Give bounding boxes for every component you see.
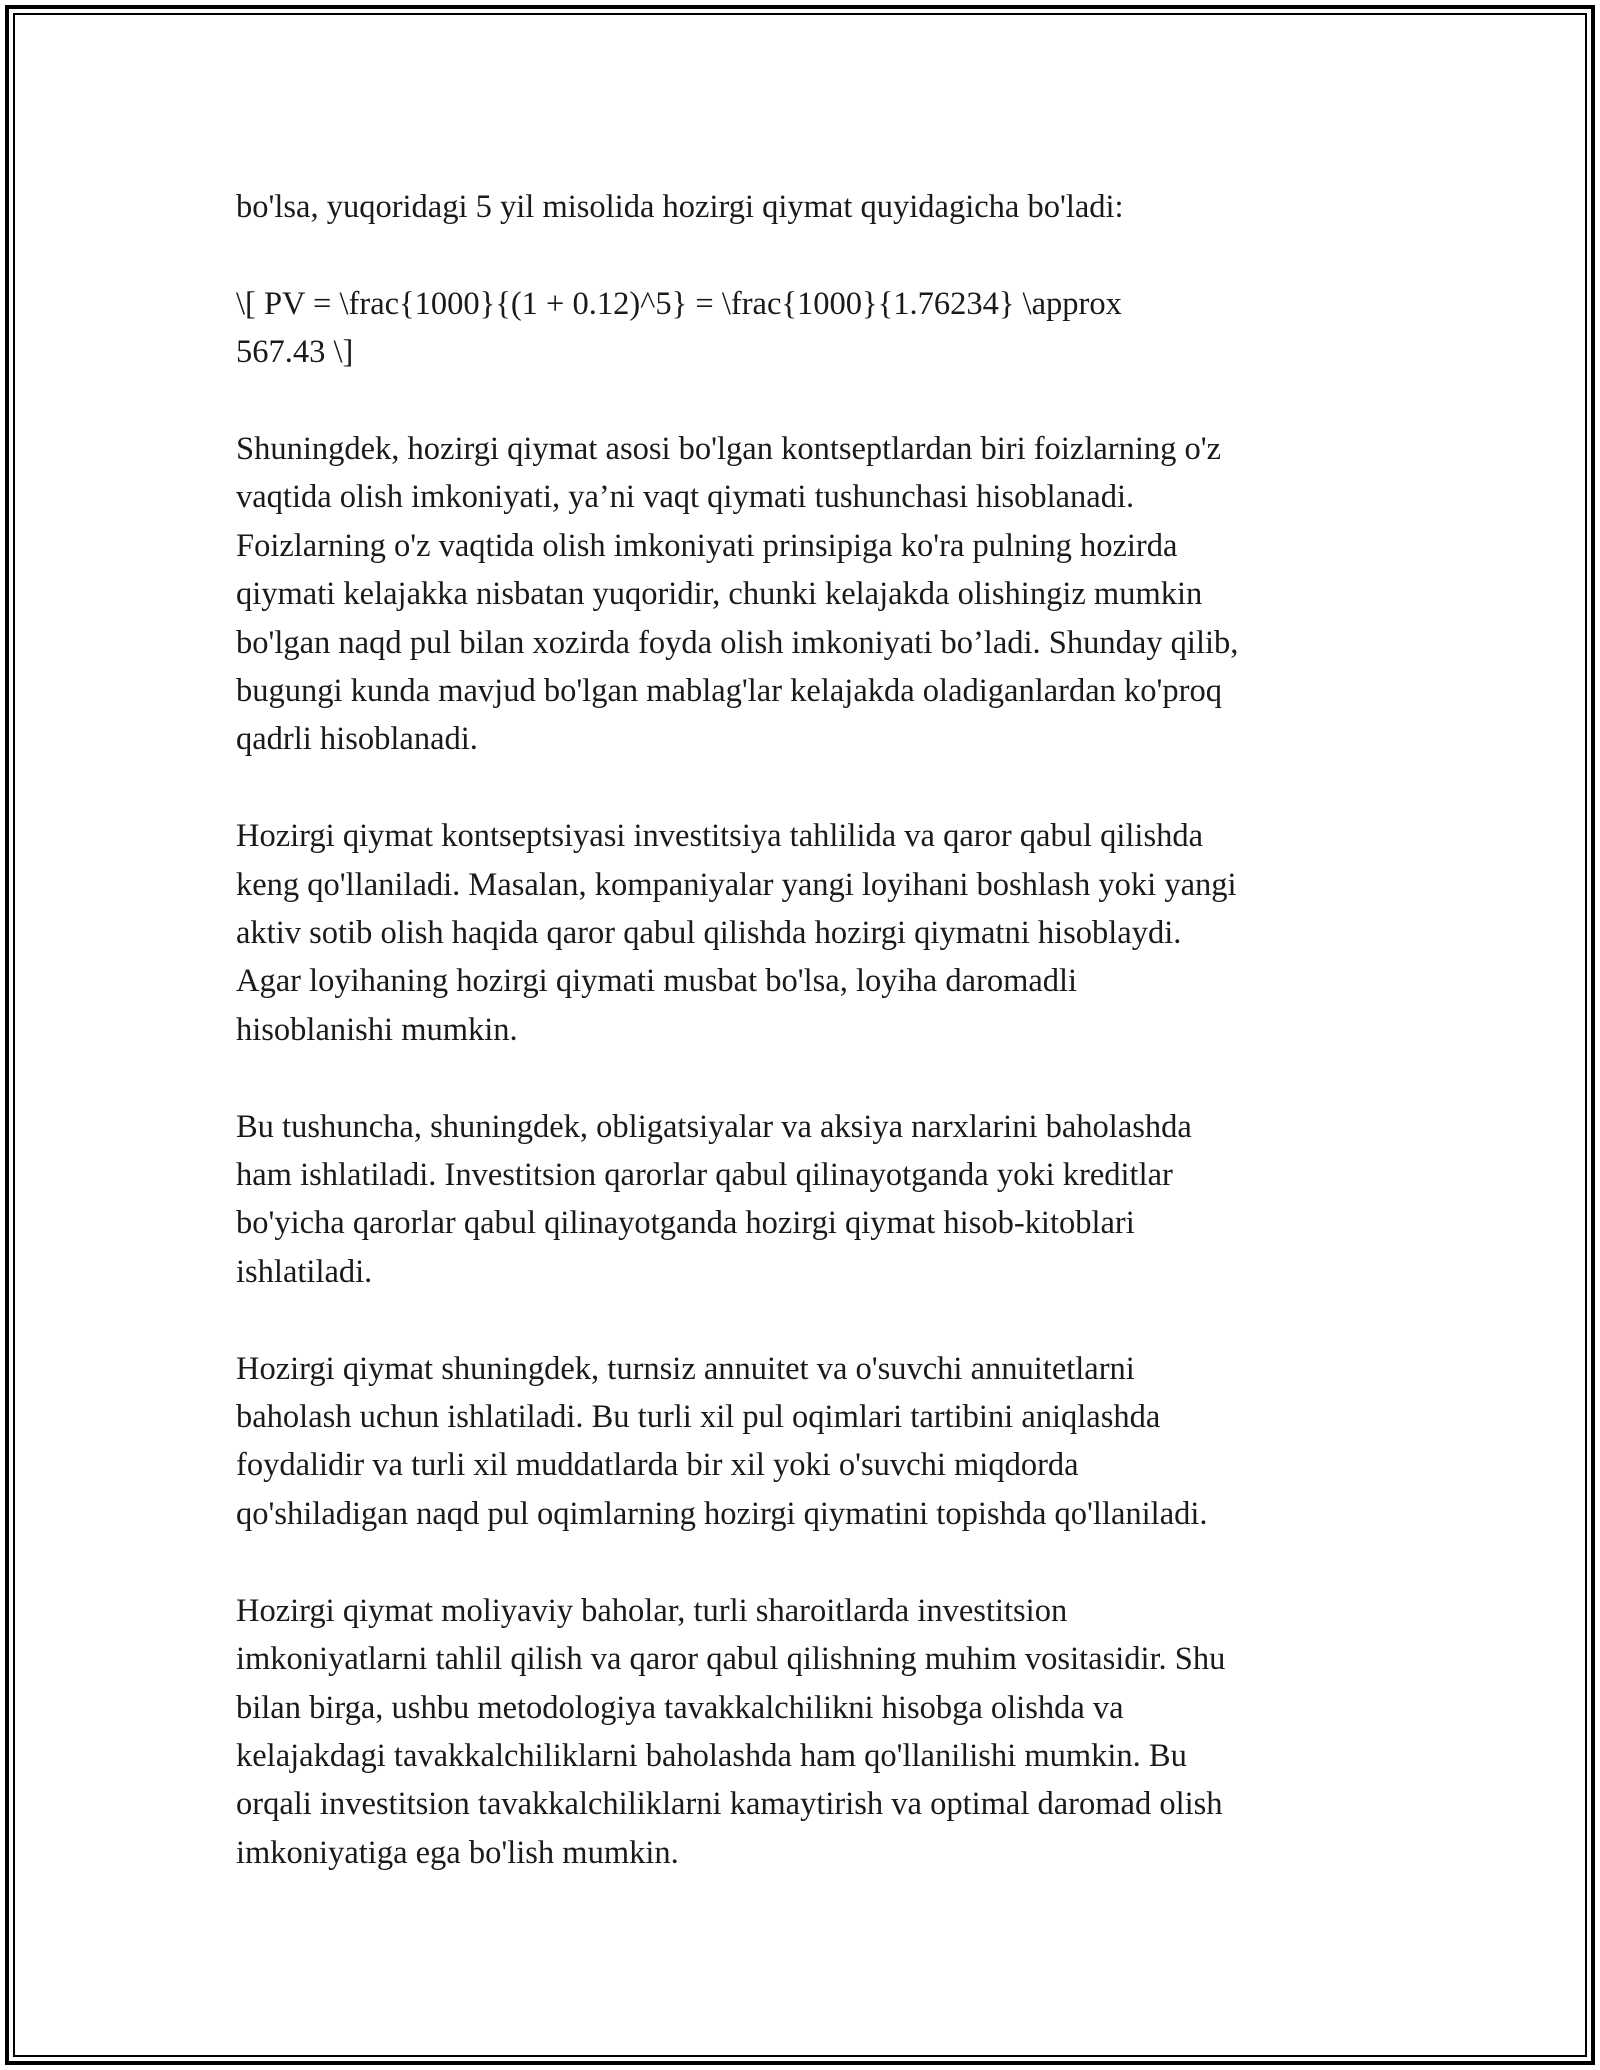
text-line: orqali investitsion tavakkalchiliklarni kamaytirish va optimal daromad olish — [236, 1786, 1223, 1823]
text-line: baholash uchun ishlatiladi. Bu turli xil pul oqimlari tartibini aniqlashda — [236, 1399, 1161, 1436]
text-line: qiymati kelajakka nisbatan yuqoridir, chunki kelajakda olishingiz mumkin — [236, 576, 1203, 613]
text-line: ham ishlatiladi. Investitsion qarorlar qabul qilinayotganda yoki kreditlar — [236, 1157, 1173, 1194]
text-line: Foizlarning o'z vaqtida olish imkoniyati prinsipiga ko'ra pulning hozirda — [236, 527, 1178, 564]
text-line: imkoniyatlarni tahlil qilish va qaror qabul qilishning muhim vositasidir. Shu — [236, 1641, 1226, 1678]
text-line: bugungi kunda mavjud bo'lgan mablag'lar kelajakda oladiganlardan ko'proq — [236, 673, 1222, 710]
paragraph-bonds-stocks — [236, 1103, 1376, 1297]
text-line: aktiv sotib olish haqida qaror qabul qilishda hozirgi qiymatni hisoblaydi. — [236, 915, 1182, 952]
text-line: bo'yicha qarorlar qabul qilinayotganda hozirgi qiymat hisob-kitoblari — [236, 1205, 1135, 1242]
document-body — [236, 183, 1376, 1926]
text-line: keng qo'llaniladi. Masalan, kompaniyalar yangi loyihani boshlash yoki yangi — [236, 866, 1237, 903]
text-line: hisoblanishi mumkin. — [236, 1011, 518, 1048]
text-line: Bu tushuncha, shuningdek, obligatsiyalar va aksiya narxlarini baholashda — [236, 1108, 1192, 1145]
text-line: imkoniyatiga ega bo'lish mumkin. — [236, 1834, 679, 1871]
text-line: vaqtida olish imkoniyati, ya’ni vaqt qiymati tushunchasi hisoblanadi. — [236, 479, 1135, 516]
text-line: qadrli hisoblanadi. — [236, 721, 478, 758]
text-line: bo'lsa, yuqoridagi 5 yil misolida hozirgi qiymat quyidagicha bo'ladi: — [236, 189, 1124, 225]
text-line: Hozirgi qiymat moliyaviy baholar, turli sharoitlarda investitsion — [236, 1592, 1068, 1629]
text-line: Hozirgi qiymat shuningdek, turnsiz annuitet va o'suvchi annuitetlarni — [236, 1350, 1135, 1387]
text-line: qo'shiladigan naqd pul oqimlarning hozirgi qiymatini topishda qo'llaniladi. — [236, 1495, 1208, 1532]
paragraph-conclusion — [236, 1587, 1376, 1877]
text-line: foydalidir va turli xil muddatlarda bir xil yoki o'suvchi miqdorda — [236, 1447, 1079, 1484]
paragraph-intro — [236, 183, 1376, 231]
text-line: bo'lgan naqd pul bilan xozirda foyda olish imkoniyati bo’ladi. Shunday qilib, — [236, 624, 1239, 661]
paragraph-time-value — [236, 425, 1376, 764]
text-line: Agar loyihaning hozirgi qiymati musbat bo'lsa, loyiha daromadli — [236, 963, 1078, 1000]
text-line: bilan birga, ushbu metodologiya tavakkalchilikni hisobga olishda va — [236, 1689, 1124, 1726]
paragraph-annuities — [236, 1345, 1376, 1539]
text-line: Shuningdek, hozirgi qiymat asosi bo'lgan kontseptlardan biri foizlarning o'z — [236, 431, 1222, 467]
paragraph-formula — [236, 280, 1376, 377]
formula-line: \[ PV = \frac{1000}{(1 + 0.12)^5} = \frac{1000}{1.76234} \approx — [236, 285, 1122, 322]
text-line: ishlatiladi. — [236, 1253, 373, 1290]
text-line: kelajakdagi tavakkalchiliklarni baholashda ham qo'llanilishi mumkin. Bu — [236, 1737, 1187, 1774]
paragraph-investment-analysis — [236, 812, 1376, 1054]
text-line: Hozirgi qiymat kontseptsiyasi investitsiya tahlilida va qaror qabul qilishda — [236, 818, 1204, 855]
formula-line: 567.43 \] — [236, 334, 354, 371]
